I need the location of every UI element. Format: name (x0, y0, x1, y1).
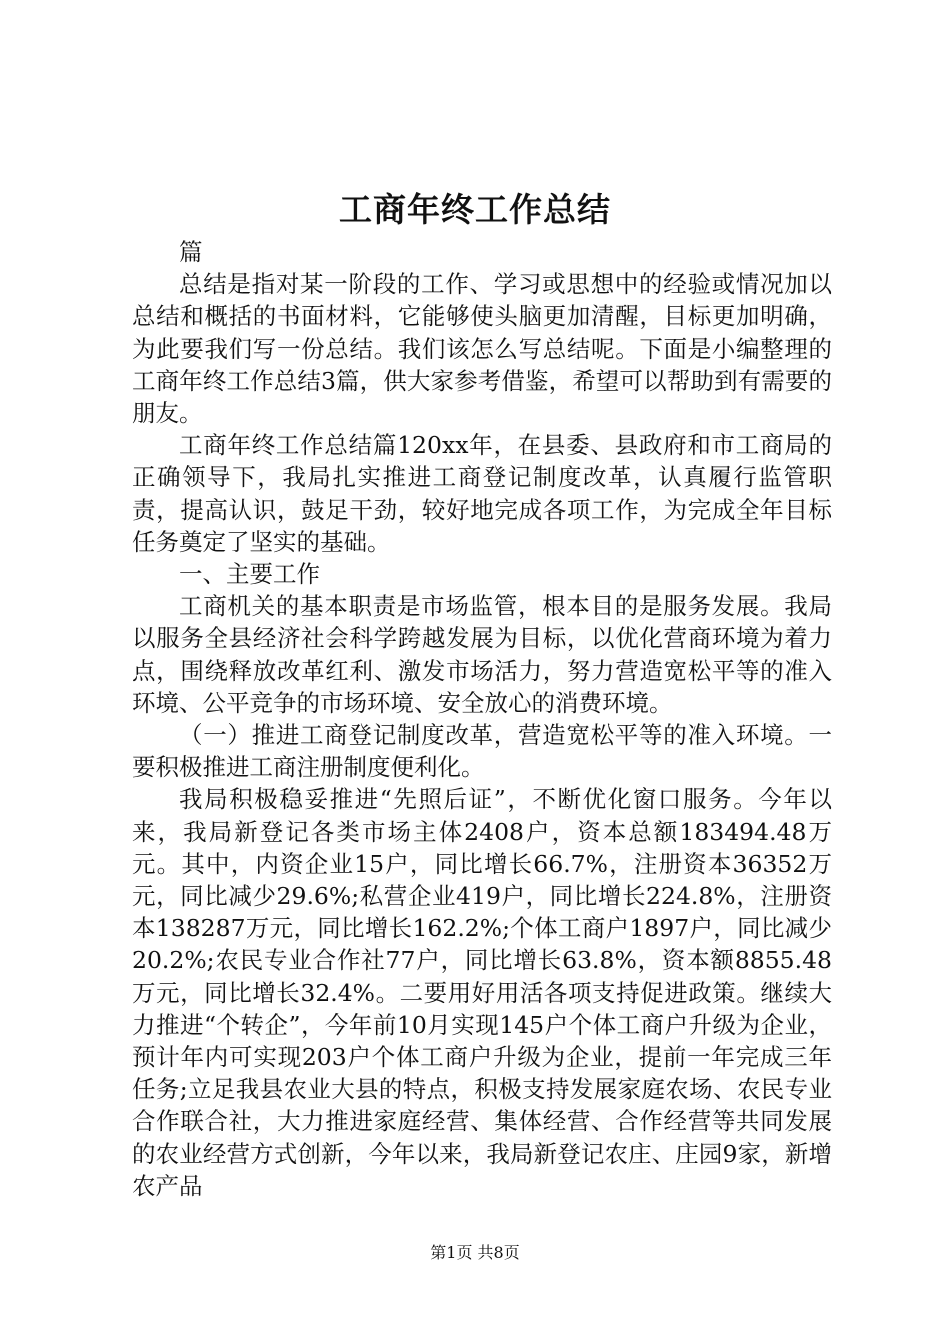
document-title: 工商年终工作总结 (339, 190, 611, 229)
paragraph-duties: 工商机关的基本职责是市场监管，根本目的是服务发展。我局以服务全县经济社会科学跨越发展为目标，以优化营商环境为着力点，围绕释放改革红利、激发市场活力，努力营造宽松平等的准入环境、公平竞争的市场环境、安全放心的消费环境。 (132, 592, 832, 717)
section-heading-main-work: 一、主要工作 (179, 560, 320, 589)
paragraph-section-marker: 篇 (179, 238, 203, 266)
subsection-heading-registration-reform: （一）推进工商登记制度改革，营造宽松平等的准入环境。一要积极推进工商注册制度便利化。 (132, 721, 832, 782)
page-footer: 第1页 共8页 (430, 1243, 520, 1262)
paragraph-summary-opening: 工商年终工作总结篇120xx年，在县委、县政府和市工商局的正确领导下，我局扎实推进工商登记制度改革，认真履行监管职责，提高认识，鼓足干劲，较好地完成各项工作，为完成全年目标任务奠定了坚实的基础。 (132, 431, 832, 556)
paragraph-intro: 总结是指对某一阶段的工作、学习或思想中的经验或情况加以总结和概括的书面材料，它能够使头脑更加清醒，目标更加明确，为此要我们写一份总结。我们该怎么写总结呢。下面是小编整理的工商年终工作总结3篇，供大家参考借鉴，希望可以帮助到有需要的朋友。 (132, 270, 832, 428)
document-body (132, 236, 832, 1202)
paragraph-registration-statistics: 我局积极稳妥推进“先照后证”，不断优化窗口服务。今年以来，我局新登记各类市场主体2408户，资本总额183494.48万元。其中，内资企业15户，同比增长66.7%，注册资本36352万元，同比减少29.6%;私营企业419户，同比增长224.8%，注册资本138287万元，同比增长162.2%;个体工商户1897户，同比减少20.2%;农民专业合作社77户，同比增长63.8%，资本额8855.48万元，同比增长32.4%。二要用好用活各项支持促进政策。继续大力推进“个转企”，今年前10月实现145户个体工商户升级为企业，预计年内可实现203户个体工商户升级为企业，提前一年完成三年任务;立足我县农业大县的特点，积极支持发展家庭农场、农民专业合作联合社，大力推进家庭经营、集体经营、合作经营等共同发展的农业经营方式创新，今年以来，我局新登记农庄、庄园9家，新增农产品 (132, 785, 832, 1200)
